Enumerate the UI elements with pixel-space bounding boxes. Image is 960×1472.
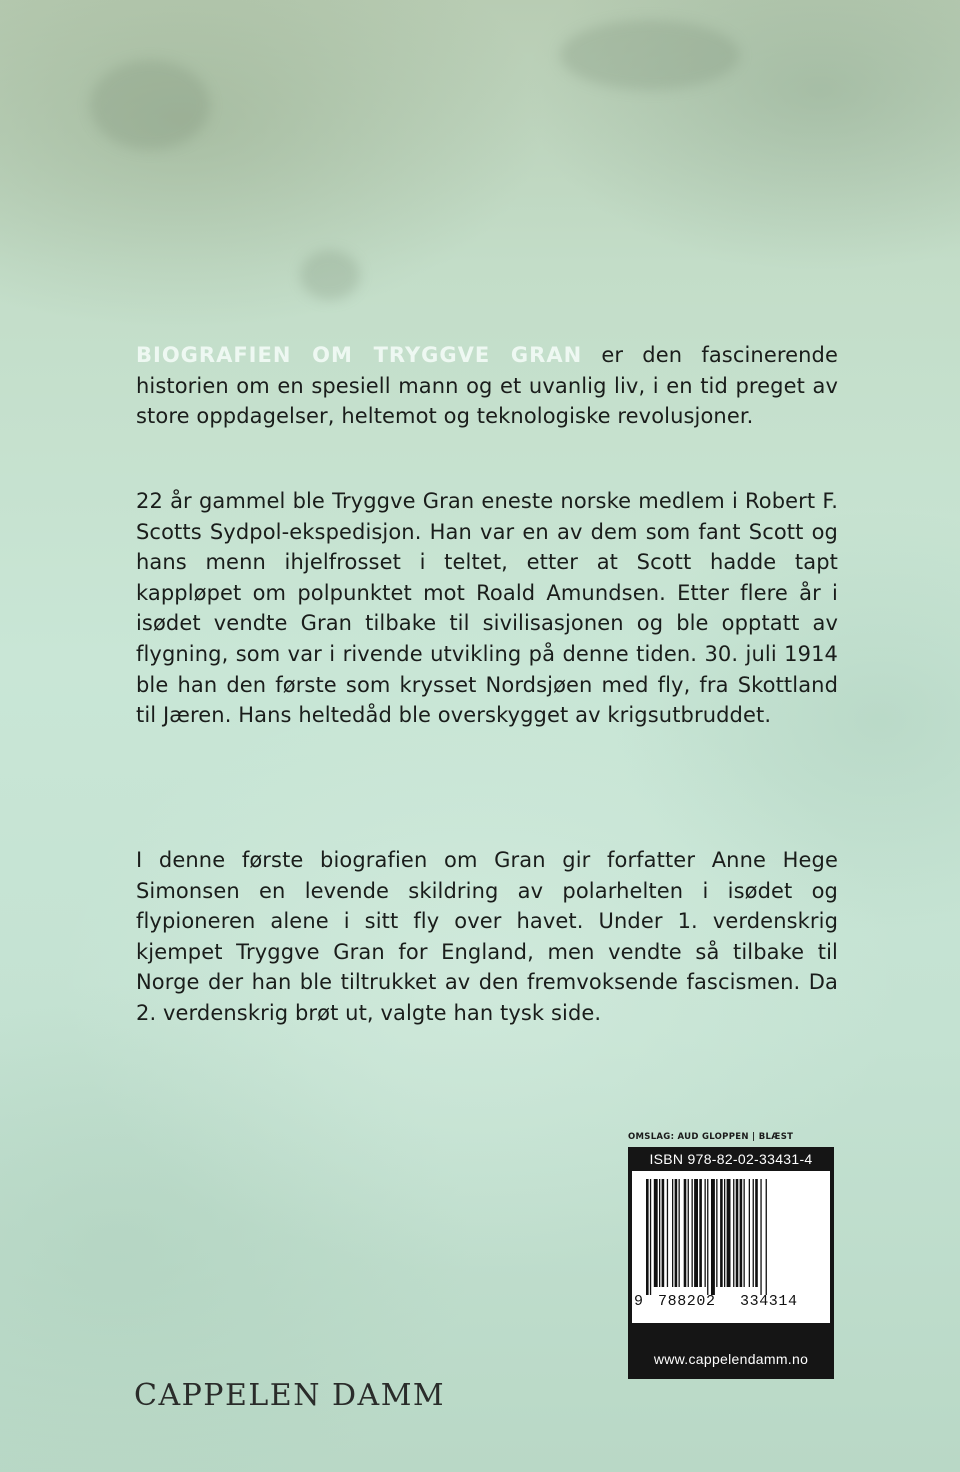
- barcode-bar: [716, 1179, 717, 1287]
- barcode-bar: [733, 1179, 734, 1287]
- isbn-barcode-panel: [628, 1147, 834, 1379]
- background-stain: [560, 20, 740, 90]
- barcode-bar: [707, 1179, 708, 1295]
- barcode-bar: [662, 1179, 665, 1287]
- barcode-bar: [675, 1179, 678, 1287]
- barcode-bar: [646, 1179, 649, 1295]
- barcode-bar: [705, 1179, 706, 1287]
- barcode-digit-group-2: 334314: [740, 1293, 798, 1310]
- barcode-bar: [727, 1179, 731, 1287]
- barcode-bar: [679, 1179, 680, 1287]
- barcode-bar: [684, 1179, 687, 1287]
- background-stain: [90, 60, 210, 150]
- intro-text: er den fascinerende historien om en spesiell mann og et uvanlig liv, i en tid preget av store oppdagelser, heltemot og teknologiske revolusjoner.: [136, 343, 838, 429]
- barcode-bar: [736, 1179, 739, 1287]
- barcode-bar: [692, 1179, 693, 1287]
- intro-paragraph: [136, 340, 838, 432]
- background-stain: [300, 250, 360, 300]
- barcode-area: [632, 1171, 830, 1323]
- barcode-bar: [755, 1179, 758, 1287]
- barcode-bar: [654, 1179, 658, 1287]
- barcode-bar: [659, 1179, 660, 1287]
- barcode-bar: [740, 1179, 743, 1287]
- barcode-bar: [760, 1179, 761, 1295]
- barcode-bar: [699, 1179, 702, 1287]
- barcode-bar: [650, 1179, 651, 1295]
- intro-lead-caps: BIOGRAFIEN OM TRYGGVE GRAN: [136, 343, 583, 367]
- barcode-bar: [753, 1179, 754, 1287]
- barcode-digit-group-1: 788202: [658, 1293, 716, 1310]
- body-paragraph-2: 22 år gammel ble Tryggve Gran eneste norske medlem i Robert F. Scotts Sydpol-ekspedisjon. Han var en av dem som fant Scott og hans menn ihjelfrosset i teltet, etter at Scott hadde tapt kappløpet om polpunktet mot Roald Amundsen. Etter flere år i isødet vendte Gran tilbake til sivilisasjonen og ble opptatt av flygning, som var i rivende utvikling på denne tiden. 30. juli 1914 ble han den første som krysset Nordsjøen med fly, fra Skottland til Jæren. Hans heltedåd ble overskygget av krigsutbruddet.: [136, 489, 838, 728]
- barcode-bar: [667, 1179, 668, 1287]
- barcode-bar: [749, 1179, 750, 1287]
- barcode-bar: [672, 1179, 673, 1287]
- barcode-digit-prefix: 9: [634, 1293, 644, 1310]
- barcode-bar: [711, 1179, 715, 1295]
- barcode-bar: [720, 1179, 723, 1287]
- publisher-logo: CAPPELEN DAMM: [134, 1378, 446, 1413]
- barcode-bar: [766, 1179, 767, 1295]
- barcode-bars: [646, 1179, 818, 1295]
- barcode-bar: [694, 1179, 698, 1287]
- cover-design-credit: OMSLAG: AUD GLOPPEN | BLÆST: [628, 1132, 794, 1142]
- barcode-bar: [688, 1179, 689, 1287]
- body-paragraph-3: I denne første biografien om Gran gir forfatter Anne Hege Simonsen en levende skildring av polarhelten i isødet og flypioneren alene i sitt fly over havet. Under 1. verdenskrig kjempet Tryggve Gran for England, men vendte så tilbake til Norge der han ble tiltrukket av den fremvoksende fascismen. Da 2. verdenskrig brøt ut, valgte han tysk side.: [136, 848, 838, 1025]
- barcode-bar: [724, 1179, 725, 1287]
- barcode-bar: [744, 1179, 745, 1287]
- isbn-number: ISBN 978-82-02-33431-4: [649, 1151, 813, 1167]
- publisher-url: www.cappelendamm.no: [653, 1351, 809, 1367]
